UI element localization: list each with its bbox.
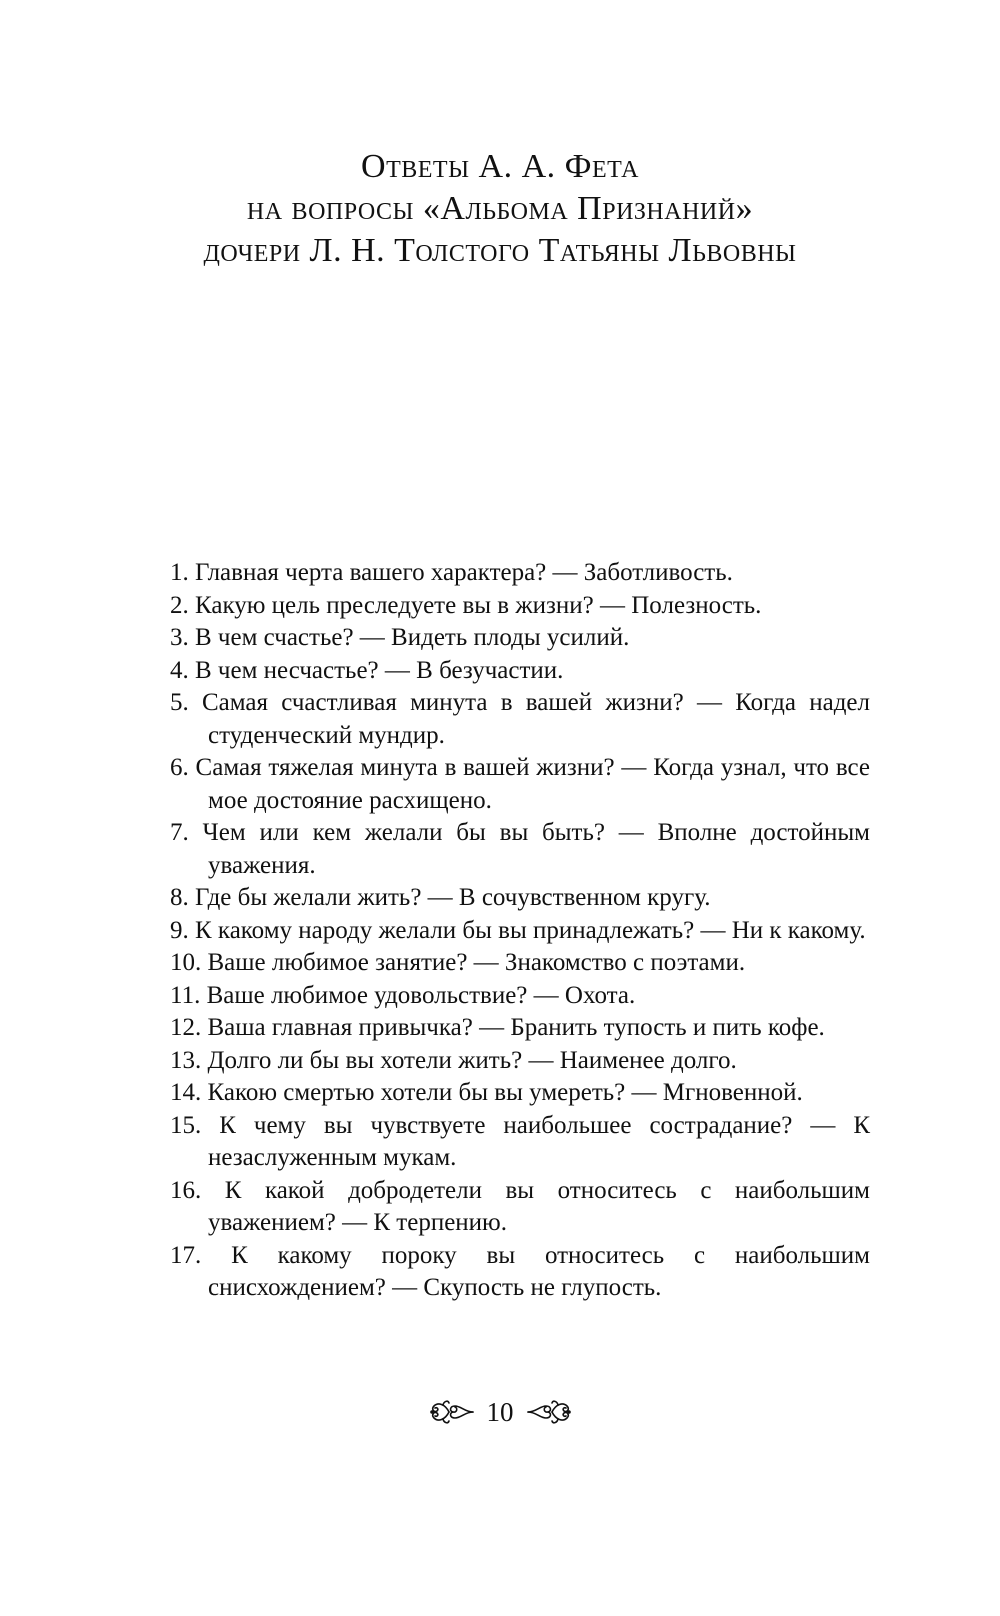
page-number: 10	[486, 1397, 514, 1427]
title-line-1: Ответы А. А. Фета	[361, 148, 639, 185]
flourish-right-icon	[526, 1396, 572, 1428]
list-item: 16. К какой добродетели вы относитесь с наибольшим уважением? — К терпению.	[170, 1176, 870, 1236]
list-item: 2. Какую цель преследуете вы в жизни? — Полезность.	[170, 591, 762, 619]
list-item: 15. К чему вы чувствуете наибольшее сострадание? — К незаслуженным мукам.	[170, 1111, 870, 1171]
title-line-2: на вопросы «Альбома Признаний»	[246, 190, 754, 227]
list-item: 17. К какому пороку вы относитесь с наибольшим снисхождением? — Скупость не глупость.	[170, 1241, 870, 1301]
flourish-left-icon	[429, 1396, 475, 1428]
title-line-3: дочери Л. Н. Толстого Татьяны Львовны	[203, 232, 797, 269]
list-item: 14. Какою смертью хотели бы вы умереть? — Мгновенной.	[170, 1079, 803, 1106]
list-item: 11. Ваше любимое удовольствие? — Охота.	[170, 981, 636, 1009]
list-item: 10. Ваше любимое занятие? — Знакомство с поэтами.	[170, 949, 746, 976]
list-item: 3. В чем счастье? — Видеть плоды усилий.	[170, 624, 630, 651]
list-item: 6. Самая тяжелая минута в вашей жизни? — Когда узнал, что все мое достояние расхищено.	[170, 754, 870, 814]
page-title	[0, 146, 1000, 272]
list-item: 4. В чем несчастье? — В безучастии.	[170, 656, 564, 684]
list-item: 13. Долго ли бы вы хотели жить? — Наименее долго.	[170, 1046, 737, 1074]
list-item: 5. Самая счастливая минута в вашей жизни? — Когда надел студенческий мундир.	[170, 689, 870, 749]
question-answer-list	[170, 557, 870, 1305]
page-footer	[0, 1392, 1000, 1432]
list-item: 7. Чем или кем желали бы вы быть? — Вполне достойным уважения.	[170, 819, 870, 879]
list-item: 8. Где бы желали жить? — В сочувственном кругу.	[170, 884, 711, 911]
list-item: 12. Ваша главная привычка? — Бранить тупость и пить кофе.	[170, 1014, 825, 1041]
list-item: 9. К какому народу желали бы вы принадлежать? — Ни к какому.	[170, 916, 866, 944]
list-item: 1. Главная черта вашего характера? — Заботливость.	[170, 559, 733, 586]
